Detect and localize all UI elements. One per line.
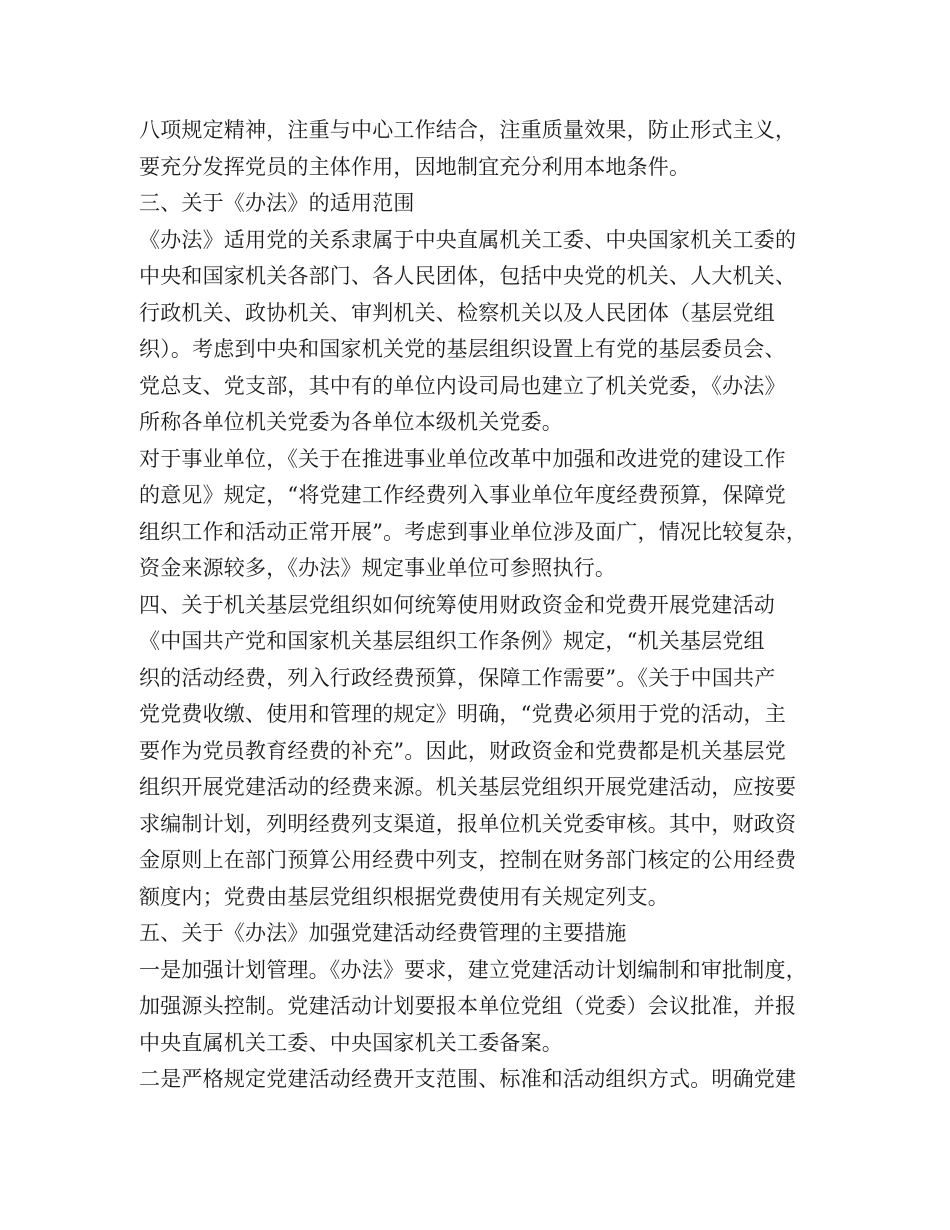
text-line: 组织开展党建活动的经费来源。机关基层党组织开展党建活动，应按要 — [139, 775, 797, 799]
document-body — [139, 112, 829, 1098]
section-heading: 五、关于《办法》加强党建活动经费管理的主要措施 — [139, 921, 627, 945]
text-line: 求编制计划，列明经费列支渠道，报单位机关党委审核。其中，财政资 — [139, 811, 797, 836]
text-line: 党总支、党支部，其中有的单位内设司局也建立了机关党委，《办法》 — [139, 373, 786, 398]
text-line: 八项规定精神，注重与中心工作结合，注重质量效果，防止形式主义， — [139, 118, 797, 142]
text-line: 《中国共产党和国家机关基层组织工作条例》规定，“机关基层党组 — [139, 629, 765, 653]
text-line: 对于事业单位，《关于在推进事业单位改革中加强和改进党的建设工作 — [139, 446, 786, 471]
text-line: 的意见》规定，“将党建工作经费列入事业单位年度经费预算，保障党 — [139, 483, 786, 507]
text-line: 中央直属机关工委、中央国家机关工委备案。 — [139, 1030, 563, 1055]
text-line: 《办法》适用党的关系隶属于中央直属机关工委、中央国家机关工委的 — [139, 227, 797, 252]
text-line: 资金来源较多，《办法》规定事业单位可参照执行。 — [139, 556, 617, 580]
section-heading: 三、关于《办法》的适用范围 — [139, 191, 415, 215]
text-line: 组织工作和活动正常开展”。考虑到事业单位涉及面广，情况比较复杂， — [139, 519, 808, 544]
text-line: 一是加强计划管理。《办法》要求，建立党建活动计划编制和审批制度， — [139, 957, 807, 982]
text-line: 要作为党员教育经费的补充”。因此，财政资金和党费都是机关基层党 — [139, 738, 786, 763]
text-line: 金原则上在部门预算公用经费中列支，控制在财务部门核定的公用经费 — [139, 848, 797, 872]
text-line: 额度内；党费由基层党组织根据党费使用有关规定列支。 — [139, 884, 669, 909]
text-line: 行政机关、政协机关、审判机关、检察机关以及人民团体（基层党组 — [139, 300, 775, 325]
section-heading: 四、关于机关基层党组织如何统筹使用财政资金和党费开展党建活动 — [139, 592, 775, 617]
text-line: 要充分发挥党员的主体作用，因地制宜充分利用本地条件。 — [139, 154, 691, 179]
text-line: 二是严格规定党建活动经费开支范围、标准和活动组织方式。明确党建 — [139, 1067, 797, 1091]
text-line: 中央和国家机关各部门、各人民团体，包括中央党的机关、人大机关、 — [139, 264, 797, 288]
text-line: 织的活动经费，列入行政经费预算，保障工作需要”。《关于中国共产 — [139, 665, 776, 690]
text-line: 所称各单位机关党委为各单位本级机关党委。 — [139, 410, 563, 434]
text-line: 织）。考虑到中央和国家机关党的基层组织设置上有党的基层委员会、 — [139, 337, 786, 361]
text-line: 加强源头控制。党建活动计划要报本单位党组（党委）会议批准，并报 — [139, 994, 797, 1018]
text-line: 党党费收缴、使用和管理的规定》明确，“党费必须用于党的活动，主 — [139, 702, 786, 726]
